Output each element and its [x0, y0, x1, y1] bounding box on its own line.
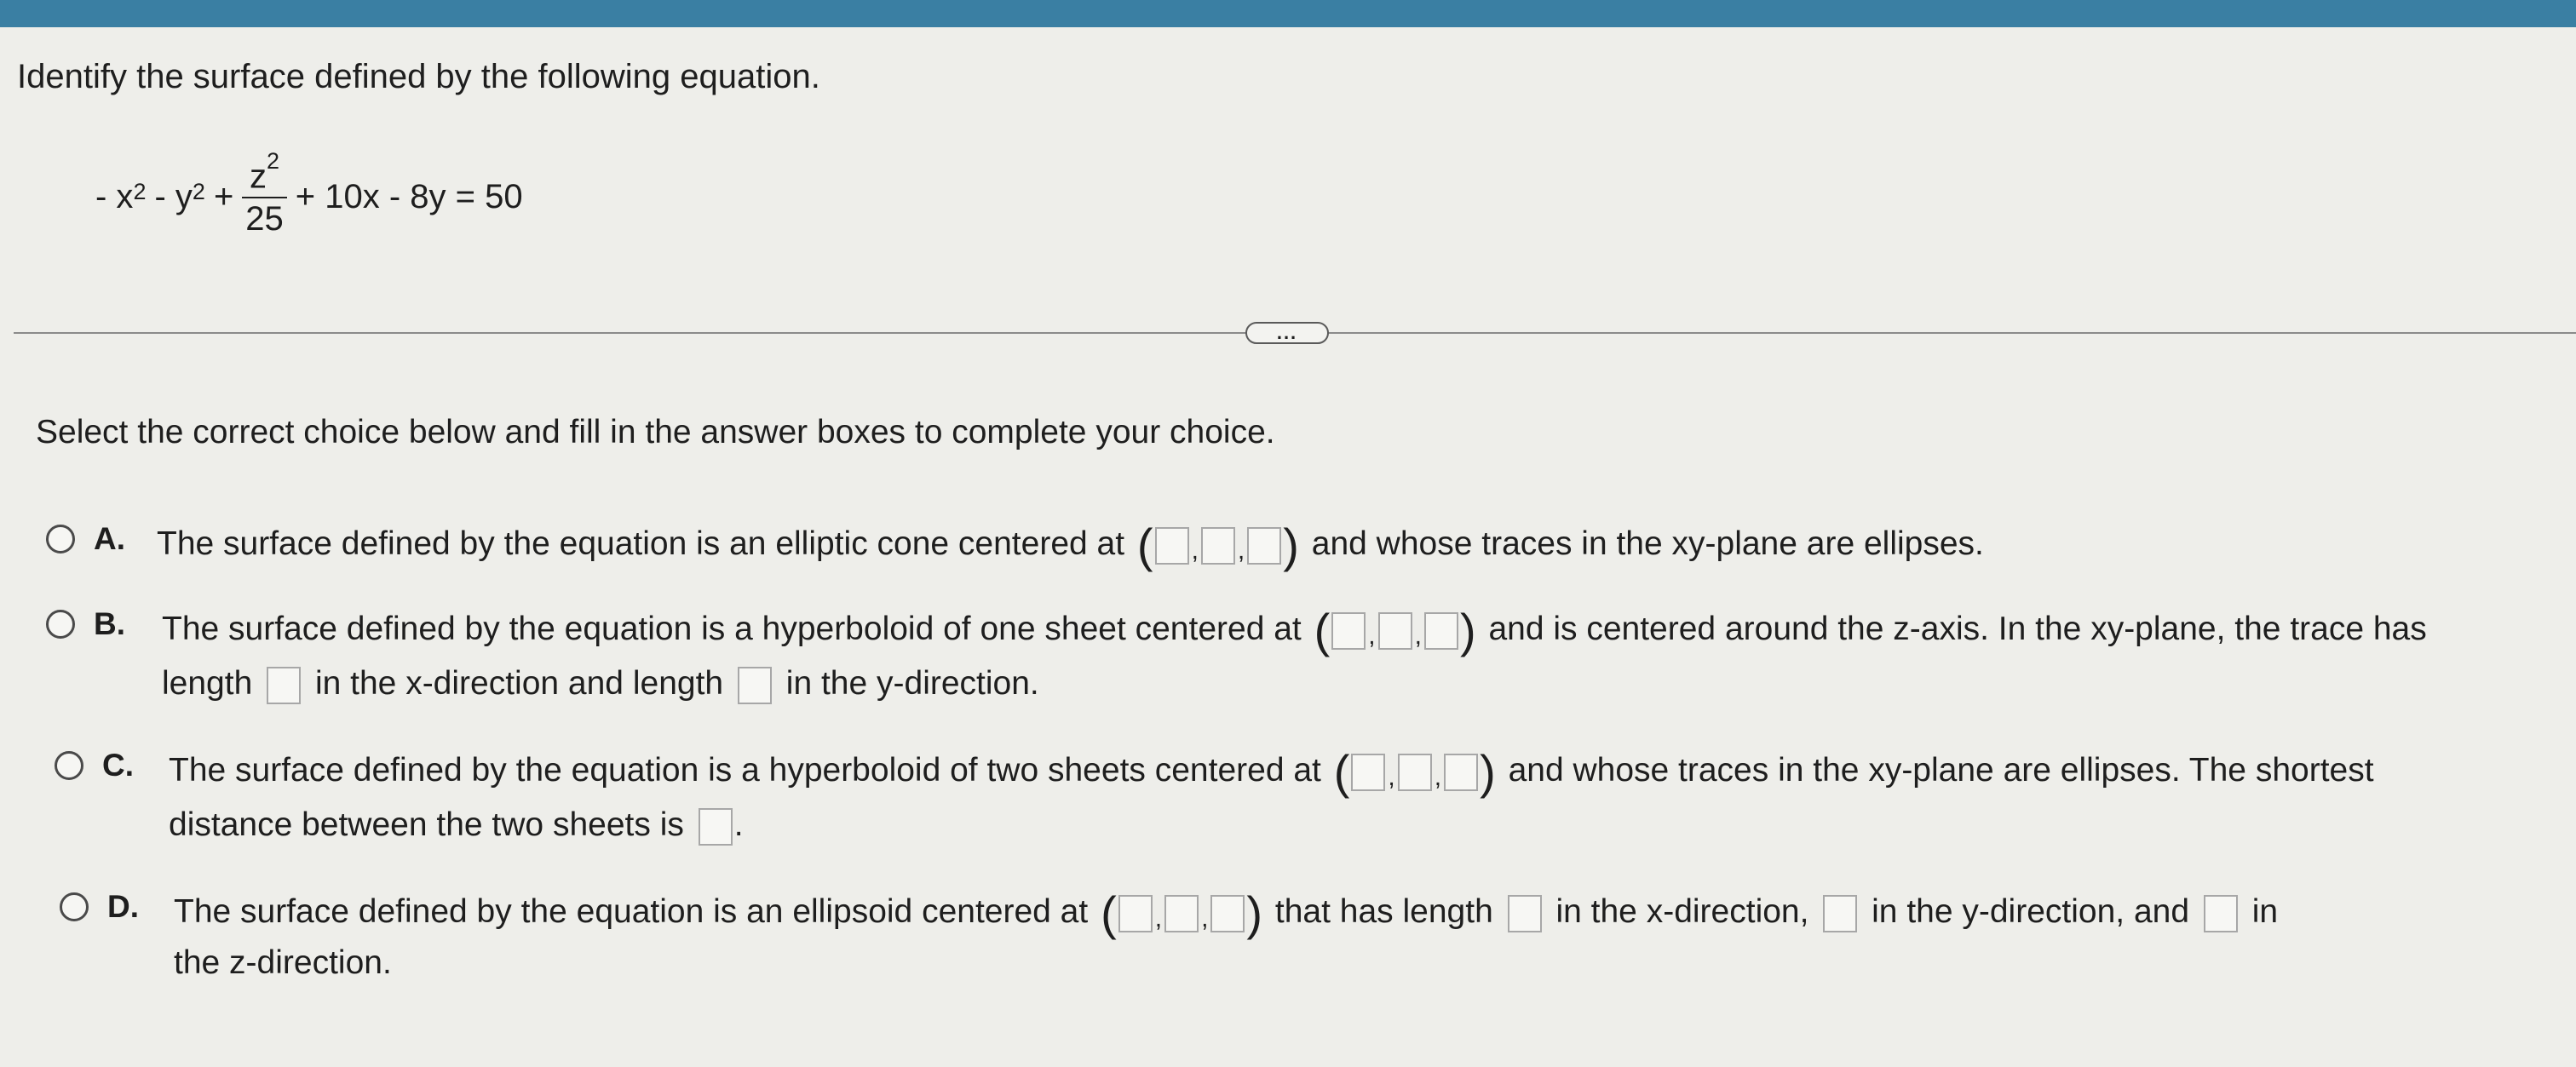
instruction: Select the correct choice below and fill in the answer boxes to complete your choice. [36, 414, 1275, 450]
eq-numerator: $z^2$ [250, 148, 280, 196]
equation [95, 141, 523, 252]
radio-d[interactable] [60, 892, 89, 921]
eq-minus-y: - y [154, 177, 193, 215]
choice-b-letter: B. [94, 606, 125, 641]
choice-c-text: The surface defined by the equation is a hyperboloid of two sheets centered at [169, 752, 1321, 789]
choice-b-center-tuple: ( , , ) [1314, 603, 1476, 657]
answer-box-c-y[interactable] [1398, 754, 1432, 791]
answer-box-d-z-length[interactable] [2204, 895, 2238, 932]
choice-a-text-end: and whose traces in the xy-plane are ellipses. [1311, 525, 1984, 562]
choice-c-letter: C. [102, 748, 134, 783]
answer-box-a-z[interactable] [1247, 527, 1281, 565]
answer-box-d-z[interactable] [1210, 895, 1245, 932]
choice-d-line2: the z-direction. [174, 944, 392, 981]
eq-fraction [242, 148, 287, 238]
choice-a-letter: A. [94, 521, 125, 556]
eq-exp-z: 2 [267, 148, 280, 175]
answer-box-d-x-length[interactable] [1508, 895, 1542, 932]
radio-c[interactable] [55, 751, 83, 780]
answer-box-b-x[interactable] [1331, 612, 1366, 650]
answer-box-b-x-length[interactable] [267, 667, 301, 704]
choice-c-line2-a: distance between the two sheets is [169, 806, 684, 843]
choice-b-text: The surface defined by the equation is a hyperboloid of one sheet centered at [162, 611, 1302, 647]
choice-a-text: The surface defined by the equation is an elliptic cone centered at [157, 525, 1125, 562]
answer-box-b-y[interactable] [1378, 612, 1412, 650]
answer-box-b-z[interactable] [1424, 612, 1458, 650]
choice-b-line2-b: in the x-direction and length [314, 665, 724, 702]
radio-b[interactable] [46, 610, 75, 639]
answer-box-d-y-length[interactable] [1823, 895, 1857, 932]
choice-d-text-mid: that has length [1274, 893, 1493, 930]
question-prompt: Identify the surface defined by the following equation. [17, 58, 820, 95]
choice-d-letter: D. [107, 889, 139, 924]
eq-denominator: 25 [242, 197, 287, 238]
answer-box-c-distance[interactable] [699, 808, 733, 846]
eq-exp-x: 2 [133, 178, 147, 204]
answer-box-d-x[interactable] [1118, 895, 1153, 932]
answer-box-c-x[interactable] [1351, 754, 1385, 791]
eq-minus-x: - x [95, 177, 134, 215]
choice-d-text: The surface defined by the equation is an ellipsoid centered at [174, 893, 1089, 930]
answer-box-b-y-length[interactable] [738, 667, 772, 704]
choice-b-line2-c: in the y-direction. [785, 665, 1039, 702]
choice-a-center-tuple: ( , , ) [1136, 518, 1299, 572]
choice-c-text-end: and whose traces in the xy-plane are ellipses. The shortest [1508, 752, 2374, 789]
radio-a[interactable] [46, 525, 75, 554]
answer-box-a-y[interactable] [1201, 527, 1235, 565]
answer-box-d-y[interactable] [1164, 895, 1199, 932]
answer-box-c-z[interactable] [1444, 754, 1478, 791]
choice-b-text-end: and is centered around the z-axis. In the xy-plane, the trace has [1488, 611, 2427, 647]
top-bar [0, 0, 2576, 27]
choice-c-line2-b: . [733, 806, 744, 843]
choice-c-center-tuple: ( , , ) [1333, 744, 1496, 799]
choice-d-text-x: in the x-direction, [1555, 893, 1809, 930]
eq-plus: + [213, 177, 234, 215]
eq-rest: + 10x - 8y = 50 [295, 177, 523, 215]
choice-b-line2-a: length [162, 665, 253, 702]
more-button[interactable]: ... [1245, 322, 1329, 344]
choice-d-center-tuple: ( , , ) [1101, 886, 1263, 940]
choice-d-text-y: in the y-direction, and [1872, 893, 2190, 930]
choice-d-text-in: in [2251, 893, 2279, 930]
eq-exp-y: 2 [192, 178, 205, 204]
answer-box-a-x[interactable] [1155, 527, 1189, 565]
